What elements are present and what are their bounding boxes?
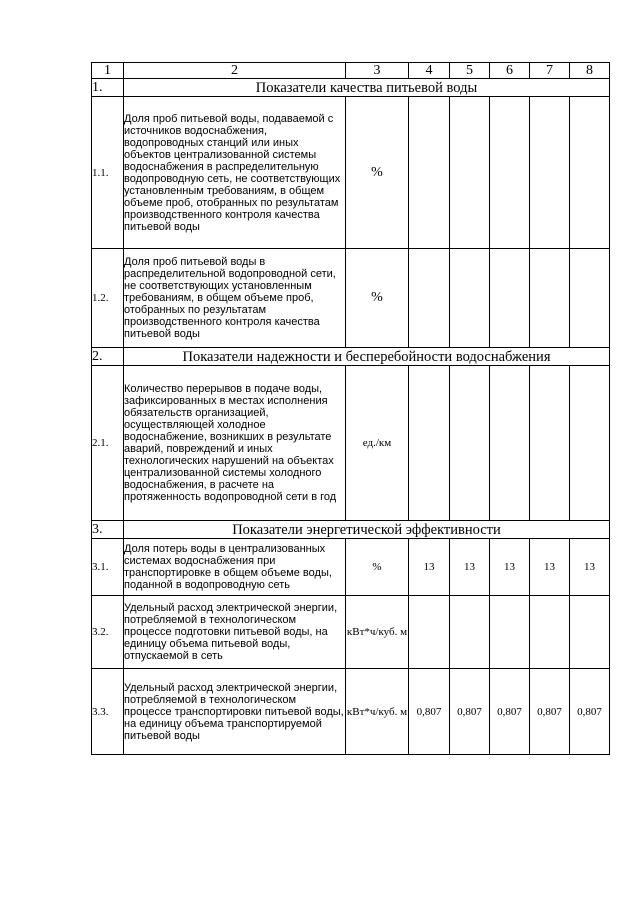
value-cell (490, 97, 530, 249)
indicators-table (91, 62, 610, 755)
value-cell: 13 (409, 539, 450, 596)
value-cell (570, 249, 610, 348)
row-description: Удельный расход электрической энергии, потребляемой в технологическом процессе подготовки питьевой воды, на единицу объема питьевой воды, отпускаемой в сеть (124, 596, 346, 669)
value-cell (530, 249, 570, 348)
row-unit: кВт*ч/куб. м (346, 596, 409, 669)
row-unit: % (346, 249, 409, 348)
header-cell: 3 (346, 63, 409, 79)
value-cell (409, 596, 450, 669)
row-description: Доля потерь воды в централизованных системах водоснабжения при транспортировке в общем объеме воды, поданной в водопроводную сеть (124, 539, 346, 596)
row-description: Количество перерывов в подаче воды, зафиксированных в местах исполнения обязательств организацией, осуществляющей холодное водоснабжение, возникших в результате аварий, повреждений и иных технологических нарушений на объектах централизованной системы холодного водоснабжения, в расчете на протяженность водопроводной сети в год (124, 366, 346, 521)
value-cell (490, 596, 530, 669)
value-cell (530, 97, 570, 249)
value-cell (450, 366, 490, 521)
row-description: Доля проб питьевой воды, подаваемой с источников водоснабжения, водопроводных станций или иных объектов централизованной системы водоснабжения в распределительную водопроводную сеть, не соответствующих установленным требованиям, в общем объеме проб, отобранных по результатам производственного контроля качества питьевой воды (124, 97, 346, 249)
row-number: 3.2. (92, 596, 124, 669)
section-number: 3. (92, 521, 124, 539)
section-title: Показатели надежности и бесперебойности водоснабжения (124, 348, 610, 366)
value-cell (530, 596, 570, 669)
header-cell: 5 (450, 63, 490, 79)
value-cell: 13 (450, 539, 490, 596)
value-cell: 0,807 (530, 669, 570, 755)
header-cell: 2 (124, 63, 346, 79)
row-unit: % (346, 539, 409, 596)
row-number: 1.1. (92, 97, 124, 249)
value-cell (570, 97, 610, 249)
value-cell: 0,807 (490, 669, 530, 755)
value-cell (490, 249, 530, 348)
value-cell (570, 366, 610, 521)
value-cell (409, 249, 450, 348)
section-title: Показатели качества питьевой воды (124, 79, 610, 97)
value-cell: 13 (570, 539, 610, 596)
table-row (92, 97, 610, 249)
header-cell: 1 (92, 63, 124, 79)
row-number: 1.2. (92, 249, 124, 348)
value-cell (490, 366, 530, 521)
row-number: 2.1. (92, 366, 124, 521)
section-number: 2. (92, 348, 124, 366)
row-number: 3.3. (92, 669, 124, 755)
header-row (92, 63, 610, 79)
value-cell: 13 (490, 539, 530, 596)
value-cell (409, 366, 450, 521)
table-row (92, 596, 610, 669)
value-cell: 0,807 (450, 669, 490, 755)
section-title: Показатели энергетической эффективности (124, 521, 610, 539)
header-cell: 7 (530, 63, 570, 79)
section-row (92, 79, 610, 97)
value-cell: 0,807 (570, 669, 610, 755)
header-cell: 4 (409, 63, 450, 79)
section-row (92, 521, 610, 539)
row-unit: ед./км (346, 366, 409, 521)
value-cell (530, 366, 570, 521)
table-row (92, 669, 610, 755)
row-description: Удельный расход электрической энергии, потребляемой в технологическом процессе транспортировки питьевой воды, на единицу объема транспортируемой питьевой воды (124, 669, 346, 755)
header-cell: 8 (570, 63, 610, 79)
table-row (92, 249, 610, 348)
table-row (92, 539, 610, 596)
row-unit: кВт*ч/куб. м (346, 669, 409, 755)
header-cell: 6 (490, 63, 530, 79)
row-number: 3.1. (92, 539, 124, 596)
value-cell: 13 (530, 539, 570, 596)
value-cell (450, 249, 490, 348)
row-unit: % (346, 97, 409, 249)
value-cell (450, 596, 490, 669)
table-row (92, 366, 610, 521)
value-cell (450, 97, 490, 249)
value-cell (570, 596, 610, 669)
value-cell: 0,807 (409, 669, 450, 755)
section-row (92, 348, 610, 366)
row-description: Доля проб питьевой воды в распределительной водопроводной сети, не соответствующих установленным требованиям, в общем объеме проб, отобранных по результатам производственного контроля качества питьевой воды (124, 249, 346, 348)
value-cell (409, 97, 450, 249)
section-number: 1. (92, 79, 124, 97)
